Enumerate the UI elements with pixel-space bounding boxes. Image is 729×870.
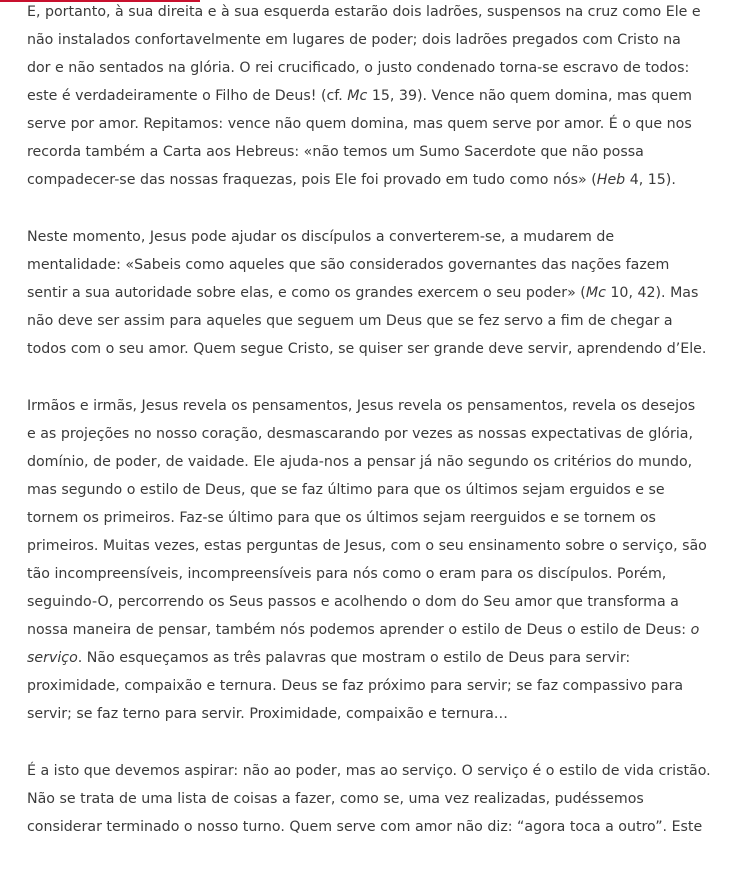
text-segment: mentalidade: «Sabeis como aqueles que são considerados governantes das nações fazem	[27, 257, 670, 273]
text-segment: 10, 42). Mas	[605, 285, 699, 301]
text-segment: serve por amor. Repitamos: vence não quem domina, mas quem serve por amor. É o que nos	[27, 116, 692, 132]
text-segment: . Não esqueçamos as três palavras que mostram o estilo de Deus para servir:	[77, 650, 631, 666]
text-segment: e as projeções no nosso coração, desmascarando por vezes as nossas expectativas de glória,	[27, 426, 693, 442]
text-line	[27, 251, 727, 279]
text-segment: Irmãos e irmãs, Jesus revela os pensamentos, Jesus revela os pensamentos, revela os desejos	[27, 398, 696, 414]
text-line	[27, 672, 727, 700]
text-line	[27, 223, 727, 251]
italic-text: o	[690, 622, 700, 638]
text-line	[27, 813, 727, 841]
text-segment: tão incompreensíveis, incompreensíveis para nós como o eram para os discípulos. Porém,	[27, 566, 667, 582]
text-segment: Não se trata de uma lista de coisas a fazer, como se, uma vez realizadas, pudéssemos	[27, 791, 644, 807]
text-segment: E, portanto, à sua direita e à sua esquerda estarão dois ladrões, suspensos na cruz como Ele e	[27, 4, 701, 20]
text-segment: não deve ser assim para aqueles que seguem um Deus que se fez servo a fim de chegar a	[27, 313, 673, 329]
text-segment: 15, 39). Vence não quem domina, mas quem	[367, 88, 692, 104]
text-segment: seguindo-O, percorrendo os Seus passos e acolhendo o dom do Seu amor que transforma a	[27, 594, 679, 610]
text-segment: proximidade, compaixão e ternura. Deus se faz próximo para servir; se faz compassivo para	[27, 678, 684, 694]
text-segment: servir; se faz terno para servir. Proximidade, compaixão e ternura…	[27, 706, 508, 722]
text-line	[27, 616, 727, 644]
italic-text: Mc	[585, 285, 606, 301]
text-line	[27, 560, 727, 588]
text-segment: primeiros. Muitas vezes, estas perguntas de Jesus, com o seu ensinamento sobre o serviço, são	[27, 538, 707, 554]
text-segment: recorda também a Carta aos Hebreus: «não temos um Sumo Sacerdote que não possa	[27, 144, 644, 160]
text-line	[27, 307, 727, 335]
text-segment: este é verdadeiramente o Filho de Deus! (cf.	[27, 88, 348, 104]
text-segment: nossa maneira de pensar, também nós podemos aprender o estilo de Deus o estilo de Deus:	[27, 622, 691, 638]
text-line	[27, 700, 727, 728]
text-line	[27, 335, 727, 363]
article-body	[27, 0, 727, 870]
text-segment: mas segundo o estilo de Deus, que se faz último para que os últimos sejam erguidos e se	[27, 482, 665, 498]
text-line	[27, 110, 727, 138]
text-segment: 4, 15).	[625, 172, 676, 188]
text-segment: sentir a sua autoridade sobre elas, e como os grandes exercem o seu poder» (	[27, 285, 586, 301]
text-line	[27, 504, 727, 532]
text-line	[27, 448, 727, 476]
article-paragraph	[27, 223, 727, 363]
text-segment: tornem os primeiros. Faz-se último para que os últimos sejam reerguidos e se tornem os	[27, 510, 656, 526]
text-segment: dor e não sentados na glória. O rei crucificado, o justo condenado torna-se escravo de todos:	[27, 60, 690, 76]
text-line	[27, 532, 727, 560]
text-line	[27, 588, 727, 616]
text-line	[27, 82, 727, 110]
text-segment: Neste momento, Jesus pode ajudar os discípulos a converterem-se, a mudarem de	[27, 229, 615, 245]
italic-text: Heb	[596, 172, 626, 188]
text-line	[27, 785, 727, 813]
text-segment: É a isto que devemos aspirar: não ao poder, mas ao serviço. O serviço é o estilo de vida cristão.	[27, 763, 711, 779]
text-line	[27, 26, 727, 54]
text-segment: compadecer-se das nossas fraquezas, pois Ele foi provado em tudo como nós» (	[27, 172, 597, 188]
article-paragraph	[27, 757, 727, 841]
article-paragraph	[27, 392, 727, 728]
text-line	[27, 138, 727, 166]
text-line	[27, 420, 727, 448]
text-segment: não instalados confortavelmente em lugares de poder; dois ladrões pregados com Cristo na	[27, 32, 681, 48]
text-segment: domínio, de poder, de vaidade. Ele ajuda-nos a pensar já não segundo os critérios do mundo,	[27, 454, 693, 470]
text-line	[27, 0, 727, 26]
text-line	[27, 757, 727, 785]
text-line	[27, 476, 727, 504]
text-segment: todos com o seu amor. Quem segue Cristo, se quiser ser grande deve servir, aprendendo d’Ele.	[27, 341, 707, 357]
text-line	[27, 54, 727, 82]
italic-text: Mc	[347, 88, 368, 104]
text-line	[27, 279, 727, 307]
text-segment: considerar terminado o nosso turno. Quem serve com amor não diz: “agora toca a outro”. Este	[27, 819, 703, 835]
text-line	[27, 392, 727, 420]
text-line	[27, 166, 727, 194]
article-paragraph	[27, 0, 727, 194]
text-line	[27, 644, 727, 672]
italic-text: serviço	[27, 650, 78, 666]
